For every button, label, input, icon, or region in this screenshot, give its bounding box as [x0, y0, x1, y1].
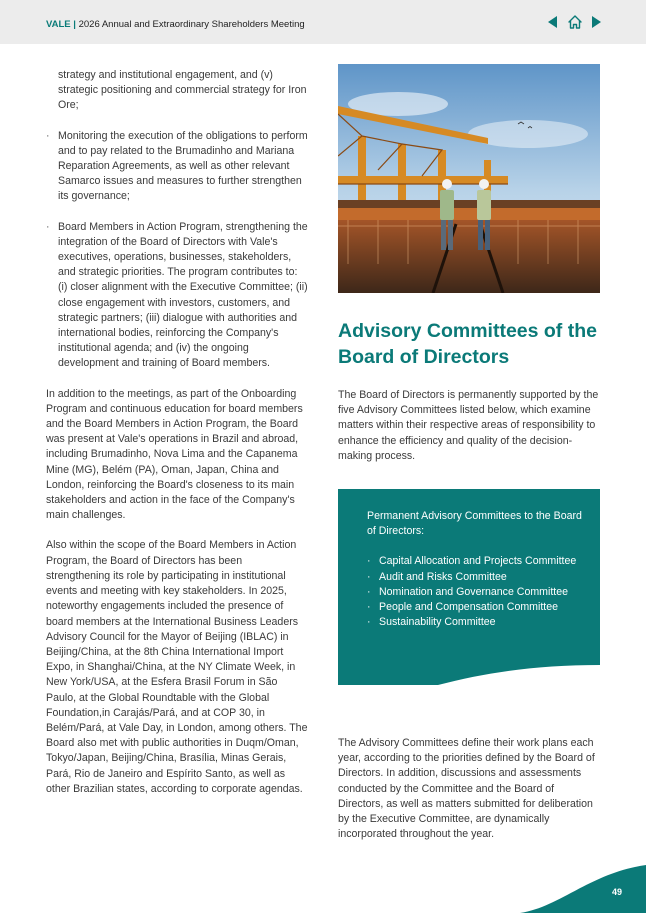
previous-page-button[interactable] — [545, 13, 559, 31]
closing-paragraph: The Advisory Committees define their work plans each year, according to the priorities defined by the Board of Directors. In addition, discussions and assessments conducted by the Committee and the Board of Directors, as well as matters submitted for deliberation by the Executive Committee, are dynamically incorporated throughout the year. — [338, 737, 595, 841]
triangle-left-icon — [548, 16, 557, 28]
list-item: · Capital Allocation and Projects Committee — [367, 554, 589, 569]
document-title: 2026 Annual and Extraordinary Shareholders Meeting — [78, 19, 305, 30]
intro-paragraph: The Board of Directors is permanently supported by the five Advisory Committees listed below, which examine matters within their respective areas of responsibility to enhance the efficiency and quality of the decision-making process. — [338, 389, 599, 462]
page-corner-decoration — [520, 863, 646, 913]
home-icon — [567, 14, 583, 30]
page-header — [0, 0, 646, 44]
list-item: · Audit and Risks Committee — [367, 570, 589, 585]
list-item: · Board Members in Action Program, strengthening the integration of the Board of Directors with Vale's executives, operations, businesses, stakeholders, and strategic priorities. The program contributes to: (i) closer alignment with the Executive Committee; (ii) close engagement with investors, customers, and strategic partners; (iii) dialogue with authorities and international bodies, reinforcing the Company's institutional agenda; and (iv) the ongoing development and training of Board members. — [46, 220, 308, 372]
left-column — [46, 68, 308, 797]
list-item: · Nomination and Governance Committee — [367, 585, 589, 600]
mining-terminal-photo — [338, 64, 600, 293]
header-title — [46, 19, 305, 30]
body-paragraph: In addition to the meetings, as part of the Onboarding Program and continuous education for board members and the Board Members in Action Program, the Board was present at Vale's operations in Brazil and abroad, including Brumadinho, Nova Lima and the Capanema Mine (MG), Belém (PA), Oman, Japan, China and London, reinforcing the Board's closeness to its main stakeholders and action in the face of the Company's main challenges. — [46, 387, 303, 522]
brand-separator: | — [73, 19, 76, 30]
triangle-right-icon — [592, 16, 601, 28]
list-item: · People and Compensation Committee — [367, 600, 589, 615]
section-title: Advisory Committees of the Board of Directors — [338, 320, 597, 368]
page-number: 49 — [612, 887, 623, 897]
list-item: · Sustainability Committee — [367, 615, 589, 630]
body-paragraph: Also within the scope of the Board Members in Action Program, the Board of Directors has been strengthening its role by participating in institutional events and meeting with key stakeholders. In 2025, noteworthy engagements included the presence of board members at the International Business Leaders Advisory Council for the Mayor of Beijing (IBLAC) in Beijing/China, at the 8th China International Import Expo, in Shanghai/China, at the NY Climate Week, in New York/USA, at the Esfera Brasil Forum in São Paulo, at the Global Roundtable with the Global Foundation,in Carajás/Pará, and at COP 30, in Belém/Pará, at Vale Day, in London, among others. The Board also met with public authorities in Duqm/Oman, Tokyo/Japan, Beijing/China, Brasília, Minas Gerais, Pará, Rio de Janeiro and Espírito Santo, as well as other Brazilian states, according to corporate agendas. — [46, 539, 308, 795]
committee-list — [367, 554, 589, 630]
box-heading: Permanent Advisory Committees to the Board of Directors: — [367, 510, 582, 538]
next-page-button[interactable] — [589, 13, 603, 31]
home-button[interactable] — [565, 13, 585, 31]
brand-name: VALE — [46, 19, 71, 30]
list-item: · Monitoring the execution of the obligations to perform and to pay related to the Brumadinho and Mariana Reparation Agreements, as well as other relevant Samarco issues and measures to further strengthen its governance; — [46, 129, 308, 205]
bullet-list — [46, 129, 308, 372]
continuation-text: strategy and institutional engagement, and (v) strategic positioning and commercial strategy for Iron Ore; — [58, 69, 307, 112]
committees-box — [338, 489, 600, 685]
